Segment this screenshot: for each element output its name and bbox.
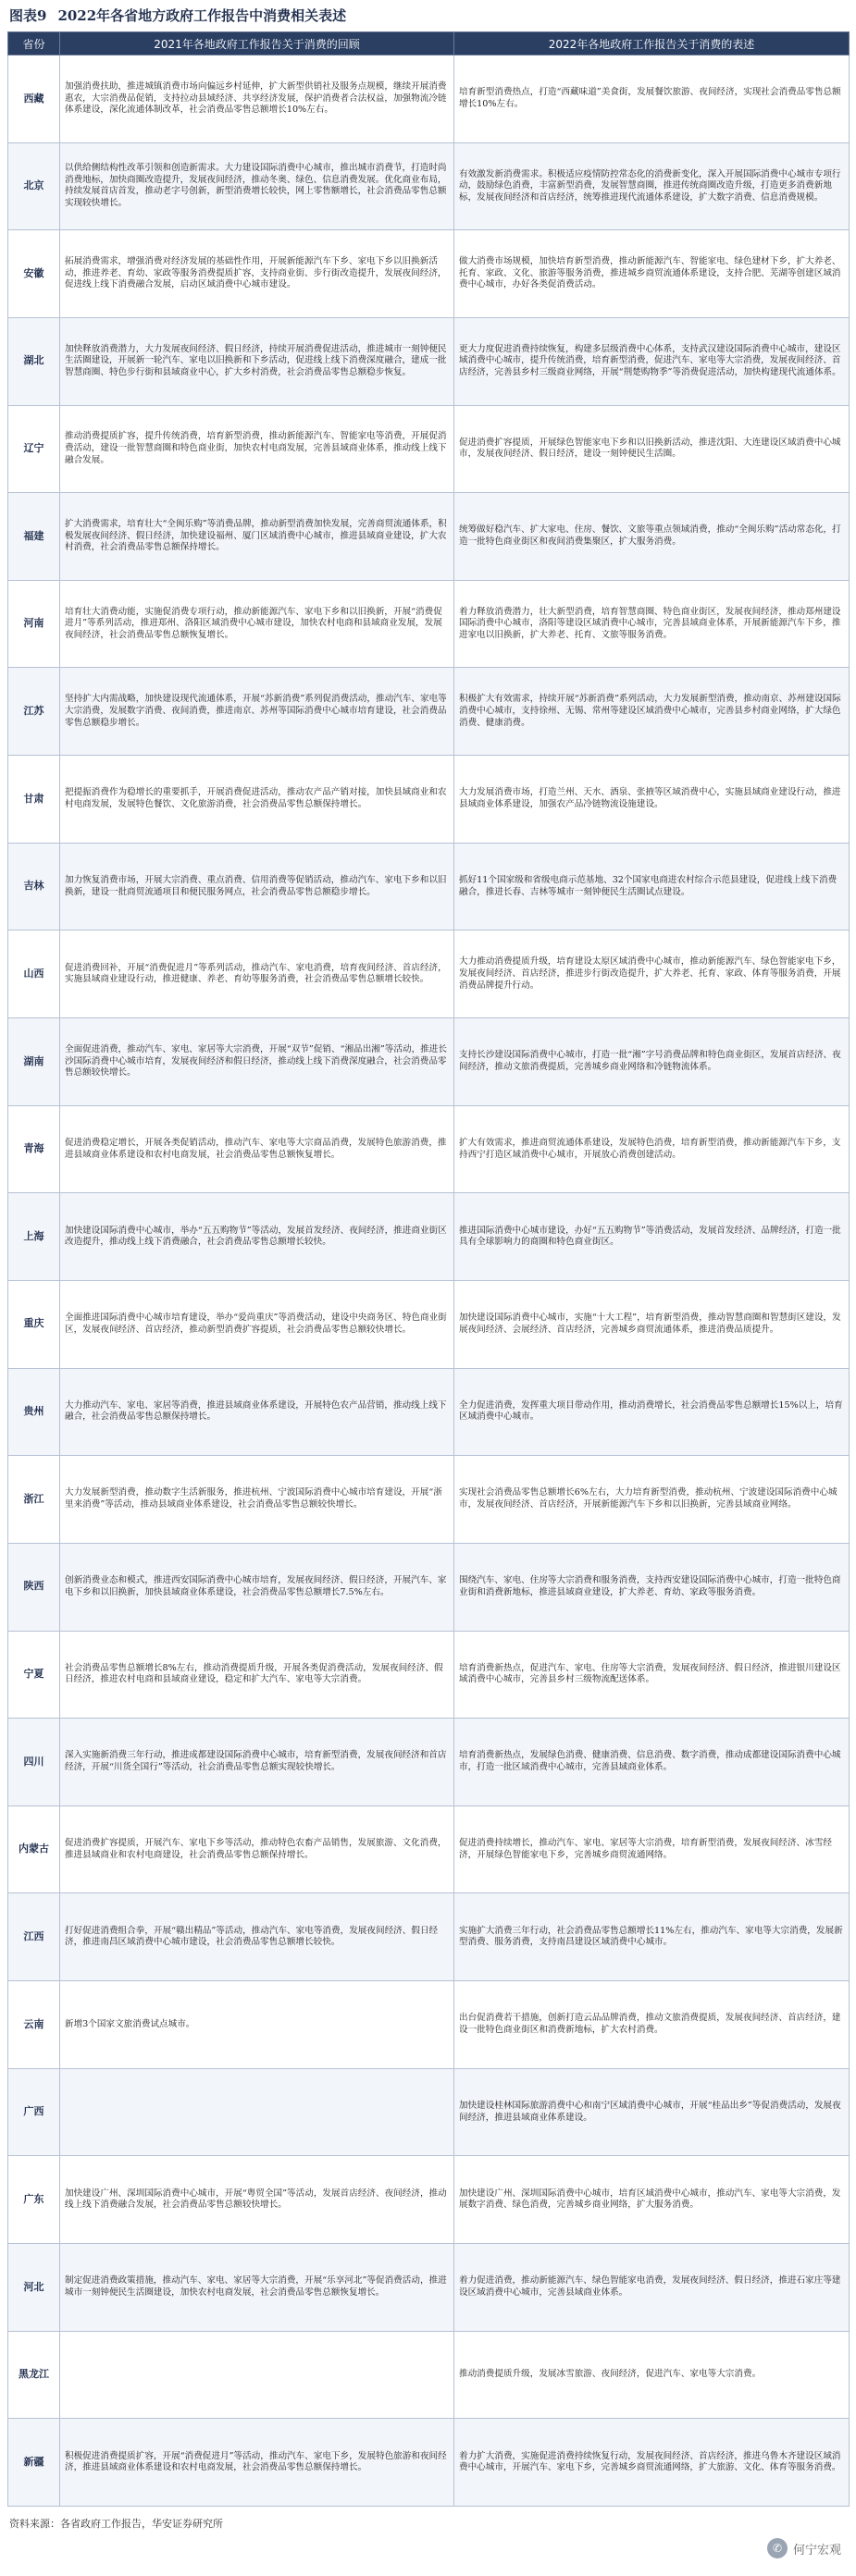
province-cell: 新疆 (8, 2419, 60, 2507)
table-row (8, 1806, 850, 1893)
table-row (8, 1543, 850, 1631)
table-row (8, 756, 850, 844)
plan-cell: 积极扩大有效需求，持续开展“苏新消费”系列活动，大力发展新型消费，推动南京、苏州建设国际消费中心城市，支持徐州、无锡、常州等建设区域消费中心城市，完善县乡村商业网络，扩大绿色消费、健康消费。 (454, 668, 850, 756)
plan-cell: 围绕汽车、家电、住房等大宗消费和服务消费，支持西安建设国际消费中心城市，打造一批特色商业街和消费新地标，推进县域商业建设，扩大养老、育幼、家政等服务消费。 (454, 1543, 850, 1631)
table-body (8, 55, 850, 2507)
watermark-text: 何宁宏观 (792, 2543, 841, 2558)
table-row (8, 1105, 850, 1193)
province-cell: 青海 (8, 1105, 60, 1193)
table-row (8, 2156, 850, 2244)
province-cell: 黑龙江 (8, 2331, 60, 2419)
consumption-table (7, 31, 850, 2507)
review-cell: 制定促进消费政策措施，推动汽车、家电、家居等大宗消费，开展“乐享河北”等促消费活动，推进城市一刻钟便民生活圈建设，加快农村电商发展，社会消费品零售总额恢复增长。 (60, 2244, 454, 2332)
plan-cell: 推动消费提质升级，发展冰雪旅游、夜间经济，促进汽车、家电等大宗消费。 (454, 2331, 850, 2419)
plan-cell: 抓好11个国家级和省级电商示范基地、32个国家电商进农村综合示范县建设，促进线上线下消费融合，推进长春、吉林等城市一刻钟便民生活圈试点建设。 (454, 843, 850, 931)
table-row (8, 1193, 850, 1281)
review-cell: 全面推进国际消费中心城市培育建设，举办“爱尚重庆”等消费活动，建设中央商务区、特色商业街区，发展夜间经济、首店经济，推动新型消费扩容提质，社会消费品零售总额较快增长。 (60, 1280, 454, 1368)
province-cell: 浙江 (8, 1456, 60, 1544)
plan-cell: 加快建设桂林国际旅游消费中心和南宁区域消费中心城市，开展“桂品出乡”等促消费活动，发展夜间经济，推进县域商业体系建设。 (454, 2068, 850, 2156)
province-cell: 山西 (8, 931, 60, 1018)
plan-cell: 支持长沙建设国际消费中心城市，打造一批“湘”字号消费品牌和特色商业街区，发展首店经济、夜间经济，推动文旅消费提质，完善城乡商业网络和冷链物流体系。 (454, 1018, 850, 1106)
plan-cell: 大力发展消费市场，打造兰州、天水、酒泉、张掖等区域消费中心，实施县域商业建设行动，推进县域商业体系建设，加强农产品冷链物流设施建设。 (454, 756, 850, 844)
review-cell: 大力推动汽车、家电、家居等消费，推进县域商业体系建设，开展特色农产品营销，推动线上线下融合，社会消费品零售总额保持增长。 (60, 1368, 454, 1456)
review-cell: 全面促进消费，推动汽车、家电、家居等大宗消费，开展“双节”促销、“湘品出湘”等活动，推进长沙国际消费中心城市培育，发展夜间经济和假日经济，推动线上线下消费深度融合，社会消费品零售总额较快增长。 (60, 1018, 454, 1106)
province-cell: 河北 (8, 2244, 60, 2332)
province-cell: 内蒙古 (8, 1806, 60, 1893)
review-cell: 拓展消费需求，增强消费对经济发展的基础性作用，开展新能源汽车下乡、家电下乡以旧换新活动，推进养老、育幼、家政等服务消费提质扩容，支持商业街、步行街改造提升，发展夜间经济，促进线上线下消费融合发展，启动区域消费中心城市建设。 (60, 230, 454, 318)
table-row (8, 1018, 850, 1106)
review-cell: 社会消费品零售总额增长8%左右，推动消费提质升级，开展各类促消费活动，发展夜间经济、假日经济，推进农村电商和县域商业建设，稳定和扩大汽车、家电等大宗消费。 (60, 1631, 454, 1719)
plan-cell: 做大消费市场规模，加快培育新型消费，推动新能源汽车、智能家电、绿色建材下乡，扩大养老、托育、家政、文化、旅游等服务消费，推进城乡商贸流通体系建设，支持合肥、芜湖等创建区域消费中心城市，办好各类促消费活动。 (454, 230, 850, 318)
review-cell: 加快建设广州、深圳国际消费中心城市，开展“粤贸全国”等活动，发展首店经济、夜间经济，推动线上线下消费融合发展，社会消费品零售总额较快增长。 (60, 2156, 454, 2244)
province-cell: 湖北 (8, 317, 60, 405)
plan-cell: 促进消费扩容提质，开展绿色智能家电下乡和以旧换新活动，推进沈阳、大连建设区域消费中心城市，发展夜间经济、假日经济，建设一刻钟便民生活圈。 (454, 405, 850, 493)
header-province: 省份 (8, 32, 60, 55)
plan-cell: 有效激发新消费需求。积极适应疫情防控常态化的消费新变化，深入开展国际消费中心城市专项行动，鼓励绿色消费，丰富新型消费，发展智慧商圈，推进传统商圈改造升级，打造更多消费新地标，发展夜间经济和首店经济，统筹推进现代流通体系建设，扩大数字消费、信息消费规模。 (454, 142, 850, 230)
review-cell: 促进消费回补，开展“消费促进月”等系列活动，推动汽车、家电消费，培育夜间经济、首店经济，实施县域商业建设行动，推进健康、养老、育幼等服务消费，社会消费品零售总额增长较快。 (60, 931, 454, 1018)
plan-cell: 培育消费新热点，发展绿色消费、健康消费、信息消费、数字消费，推动成都建设国际消费中心城市，打造一批区域消费中心城市，完善县域商业体系。 (454, 1719, 850, 1806)
table-row (8, 1631, 850, 1719)
province-cell: 辽宁 (8, 405, 60, 493)
table-row (8, 1893, 850, 1981)
table-row (8, 931, 850, 1018)
review-cell: 积极促进消费提质扩容，开展“消费促进月”等活动，推动汽车、家电下乡，发展特色旅游和夜间经济，推进县域商业体系建设和农村电商发展，社会消费品零售总额保持增长。 (60, 2419, 454, 2507)
review-cell: 促进消费扩容提质，开展汽车、家电下乡等活动，推动特色农畜产品销售，发展旅游、文化消费，推进县域商业和农村电商建设，社会消费品零售总额保持增长。 (60, 1806, 454, 1893)
table-row (8, 317, 850, 405)
table-row (8, 843, 850, 931)
plan-cell: 扩大有效需求，推进商贸流通体系建设，发展特色消费，培育新型消费，推动新能源汽车下乡，支持西宁打造区域消费中心城市，开展放心消费创建活动。 (454, 1105, 850, 1193)
table-row (8, 1719, 850, 1806)
table-row (8, 668, 850, 756)
review-cell: 大力发展新型消费，推动数字生活新服务，推进杭州、宁波国际消费中心城市培育建设，开展“浙里来消费”等活动，推动县域商业体系建设，社会消费品零售总额较快增长。 (60, 1456, 454, 1544)
wechat-icon: ✆ (767, 2538, 788, 2558)
review-cell: 扩大消费需求，培育壮大“全闽乐购”等消费品牌，推动新型消费加快发展，完善商贸流通体系，积极发展夜间经济、假日经济，加快建设福州、厦门区域消费中心城市，推进县域商业建设，扩大农村消费，社会消费品零售总额保持增长。 (60, 493, 454, 581)
table-row (8, 2331, 850, 2419)
figure-title (9, 6, 357, 26)
review-cell: 促进消费稳定增长，开展各类促销活动，推动汽车、家电等大宗商品消费，发展特色旅游消费，推进县域商业体系建设和农村电商发展，社会消费品零售总额恢复增长。 (60, 1105, 454, 1193)
review-cell: 加快释放消费潜力，大力发展夜间经济、假日经济，持续开展消费促进活动，推进城市一刻钟便民生活圈建设，开展新一轮汽车、家电以旧换新和下乡活动，促进线上线下消费深度融合，建成一批智慧商圈、特色步行街和县域商业中心，扩大乡村消费，社会消费品零售总额稳步恢复。 (60, 317, 454, 405)
province-cell: 甘肃 (8, 756, 60, 844)
province-cell: 江西 (8, 1893, 60, 1981)
province-cell: 北京 (8, 142, 60, 230)
province-cell: 重庆 (8, 1280, 60, 1368)
province-cell: 江苏 (8, 668, 60, 756)
review-cell: 把提振消费作为稳增长的重要抓手，开展消费促进活动，推动农产品产销对接，加快县域商业和农村电商发展，发展特色餐饮、文化旅游消费，社会消费品零售总额保持增长。 (60, 756, 454, 844)
plan-cell: 加快建设广州、深圳国际消费中心城市，培育区域消费中心城市，推动汽车、家电等大宗消费，发展数字消费、绿色消费，完善城乡商业网络，扩大服务消费。 (454, 2156, 850, 2244)
plan-cell: 推进国际消费中心城市建设，办好“五五购物节”等消费活动，发展首发经济、品牌经济，打造一批具有全球影响力的商圈和特色商业街区。 (454, 1193, 850, 1281)
figure-title-text: 2022年各省地方政府工作报告中消费相关表述 (57, 7, 347, 24)
plan-cell: 着力释放消费潜力，壮大新型消费，培育智慧商圈、特色商业街区，发展夜间经济，推动郑州建设国际消费中心城市，洛阳等建设区域消费中心城市，完善县域商业体系，开展新能源汽车下乡，推进家电以旧换新，扩大养老、托育、文旅等服务消费。 (454, 580, 850, 668)
plan-cell: 着力促进消费，推动新能源汽车、绿色智能家电消费，发展夜间经济、假日经济，推进石家庄等建设区域消费中心城市，完善县域商业体系。 (454, 2244, 850, 2332)
province-cell: 云南 (8, 1981, 60, 2069)
review-cell: 以供给侧结构性改革引领和创造新需求。大力建设国际消费中心城市，推出城市消费节，打造时尚消费地标，加快商圈改造提升，发展夜间经济，推动冬奥、绿色、信息消费发展。优化商业布局，持续发展首店首发，推动老字号创新，新型消费增长较快，网上零售额增长，社会消费品零售总额实现较快增长。 (60, 142, 454, 230)
review-cell: 创新消费业态和模式，推进西安国际消费中心城市培育，发展夜间经济、假日经济，开展汽车、家电下乡和以旧换新，加快县域商业体系建设，社会消费品零售总额增长7.5%左右。 (60, 1543, 454, 1631)
table-row (8, 1280, 850, 1368)
province-cell: 陕西 (8, 1543, 60, 1631)
table-row (8, 142, 850, 230)
source-note: 资料来源：各省政府工作报告，华安证券研究所 (9, 2518, 223, 2530)
plan-cell: 更大力度促进消费持续恢复，构建多层级消费中心体系，支持武汉建设国际消费中心城市，建设区域消费中心城市，提升传统消费，培育新型消费，促进汽车、家电等大宗消费，发展夜间经济、首店经济，完善县乡村三级商业网络，开展“荆楚购物季”等消费促进活动，加快构建现代流通体系。 (454, 317, 850, 405)
review-cell (60, 2331, 454, 2419)
table-row (8, 1981, 850, 2069)
province-cell: 宁夏 (8, 1631, 60, 1719)
table-row (8, 1456, 850, 1544)
plan-cell: 统筹做好稳汽车、扩大家电、住房、餐饮、文旅等重点领域消费，推动“全闽乐购”活动常态化，打造一批特色商业街区和夜间消费集聚区，扩大服务消费。 (454, 493, 850, 581)
plan-cell: 培育消费新热点，促进汽车、家电、住房等大宗消费，发展夜间经济、假日经济，推进银川建设区域消费中心城市，完善县乡村三级物流配送体系。 (454, 1631, 850, 1719)
review-cell: 新增3个国家文旅消费试点城市。 (60, 1981, 454, 2069)
plan-cell: 出台促消费若干措施，创新打造云品品牌消费，推动文旅消费提质，发展夜间经济、首店经济，建设一批特色商业街区和消费新地标，扩大农村消费。 (454, 1981, 850, 2069)
review-cell (60, 2068, 454, 2156)
table-row (8, 405, 850, 493)
review-cell: 推动消费提质扩容，提升传统消费，培育新型消费，推动新能源汽车、智能家电等消费，开展促消费活动，建设一批智慧商圈和特色商业街，加快农村电商发展，完善县域商业体系，推动线上线下融合发展。 (60, 405, 454, 493)
review-cell: 加强消费扶助，推进城镇消费市场向偏远乡村延伸，扩大新型供销社及服务点规模，继续开展消费惠农，大宗消费品促销，支持拉动县域经济、共享经济发展，保护消费者合法权益，加强物流冷链体系建设，深化流通体制改革，社会消费品零售总额增长10%左右。 (60, 55, 454, 143)
province-cell: 安徽 (8, 230, 60, 318)
figure-label: 图表9 (9, 7, 47, 24)
header-review: 2021年各地政府工作报告关于消费的回顾 (60, 32, 454, 55)
table-row (8, 55, 850, 143)
review-cell: 打好促进消费组合拳，开展“赣出精品”等活动，推动汽车、家电等消费，发展夜间经济、假日经济，推进南昌区域消费中心城市建设，社会消费品零售总额增长较快。 (60, 1893, 454, 1981)
table-row (8, 1368, 850, 1456)
plan-cell: 实现社会消费品零售总额增长6%左右，大力培育新型消费，推动杭州、宁波建设国际消费中心城市，发展夜间经济、首店经济，开展新能源汽车下乡和以旧换新，完善县域商业网络。 (454, 1456, 850, 1544)
province-cell: 吉林 (8, 843, 60, 931)
review-cell: 深入实施新消费三年行动，推进成都建设国际消费中心城市，培育新型消费，发展夜间经济和首店经济，开展“川货全国行”等活动，社会消费品零售总额实现较快增长。 (60, 1719, 454, 1806)
table-header-row (8, 32, 850, 55)
review-cell: 坚持扩大内需战略，加快建设现代流通体系，开展“苏新消费”系列促消费活动，推动汽车、家电等大宗消费，发展数字消费、夜间消费，推进南京、苏州等国际消费中心城市培育建设，社会消费品零售总额稳步增长。 (60, 668, 454, 756)
table-row (8, 2419, 850, 2507)
province-cell: 四川 (8, 1719, 60, 1806)
province-cell: 河南 (8, 580, 60, 668)
province-cell: 广东 (8, 2156, 60, 2244)
province-cell: 广西 (8, 2068, 60, 2156)
table-row (8, 580, 850, 668)
review-cell: 培育壮大消费动能，实施促消费专项行动，推动新能源汽车、家电下乡和以旧换新，开展“消费促进月”等系列活动，推进郑州、洛阳区域消费中心城市建设，加快农村电商和县域商业发展，发展夜间经济，社会消费品零售总额恢复增长。 (60, 580, 454, 668)
plan-cell: 实施扩大消费三年行动，社会消费品零售总额增长11%左右，推动汽车、家电等大宗消费，发展新型消费、服务消费，支持南昌建设区域消费中心城市。 (454, 1893, 850, 1981)
review-cell: 加力恢复消费市场，开展大宗消费、重点消费、信用消费等促销活动，推动汽车、家电下乡和以旧换新，建设一批商贸流通项目和便民服务网点，社会消费品零售总额稳步增长。 (60, 843, 454, 931)
province-cell: 贵州 (8, 1368, 60, 1456)
province-cell: 湖南 (8, 1018, 60, 1106)
header-plan: 2022年各地政府工作报告关于消费的表述 (454, 32, 850, 55)
province-cell: 西藏 (8, 55, 60, 143)
province-cell: 福建 (8, 493, 60, 581)
plan-cell: 促进消费持续增长，推动汽车、家电、家居等大宗消费，培育新型消费，发展夜间经济、冰雪经济，开展绿色智能家电下乡，完善城乡商贸流通网络。 (454, 1806, 850, 1893)
plan-cell: 大力推动消费提质升级，培育建设太原区域消费中心城市，推动新能源汽车、绿色智能家电下乡，发展夜间经济、首店经济，推进步行街改造提升，扩大养老、托育、家政、体育等服务消费，开展消费品牌提升行动。 (454, 931, 850, 1018)
plan-cell: 着力扩大消费，实施促进消费持续恢复行动，发展夜间经济、首店经济，推进乌鲁木齐建设区域消费中心城市，开展汽车、家电下乡，完善城乡商贸流通网络，扩大旅游、文化、体育等服务消费。 (454, 2419, 850, 2507)
watermark (767, 2534, 841, 2562)
review-cell: 加快建设国际消费中心城市，举办“五五购物节”等活动，发展首发经济、夜间经济，推进商业街区改造提升，推动线上线下消费融合，社会消费品零售总额增长较快。 (60, 1193, 454, 1281)
table-row (8, 230, 850, 318)
province-cell: 上海 (8, 1193, 60, 1281)
table-row (8, 2244, 850, 2332)
plan-cell: 全力促进消费，发挥重大项目带动作用，推动消费增长，社会消费品零售总额增长15%以上，培育区域消费中心城市。 (454, 1368, 850, 1456)
plan-cell: 培育新型消费热点，打造“西藏味道”美食街，发展餐饮旅游、夜间经济，实现社会消费品零售总额增长10%左右。 (454, 55, 850, 143)
table-row (8, 493, 850, 581)
plan-cell: 加快建设国际消费中心城市，实施“十大工程”，培育新型消费，推动智慧商圈和智慧街区建设，发展夜间经济、会展经济、首店经济，完善城乡商贸流通体系，推进消费品质提升。 (454, 1280, 850, 1368)
table-row (8, 2068, 850, 2156)
